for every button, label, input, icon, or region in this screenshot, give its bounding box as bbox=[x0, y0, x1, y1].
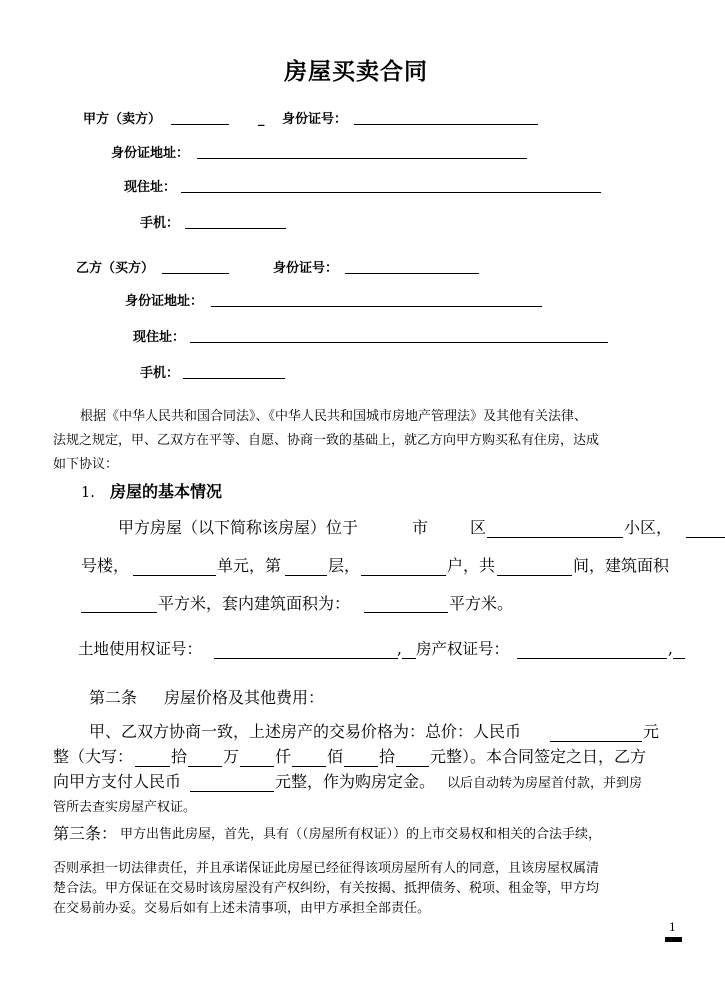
section-1-community-label: 小区， bbox=[624, 518, 673, 537]
party-a-name-blank[interactable] bbox=[171, 124, 229, 125]
party-b-label: 乙方（买方） bbox=[76, 261, 155, 276]
deed-cert-label: 房产权证号： bbox=[416, 640, 510, 658]
section-1-area-unit: 平方米。 bbox=[449, 594, 514, 613]
land-cert-separator-line bbox=[402, 658, 416, 659]
party-b-id-blank[interactable] bbox=[345, 273, 479, 274]
deposit-note: 以后自动转为房屋首付款，并到房 bbox=[447, 776, 643, 791]
section-2-number: 第二条 bbox=[89, 688, 138, 707]
section-3-line-4: 在交易前办妥。交易后如有上述未清事项，由甲方承担全部责任。 bbox=[53, 901, 431, 916]
deposit-label: 向甲方支付人民币 bbox=[53, 772, 182, 791]
section-1-household-label: 户，共 bbox=[447, 556, 496, 575]
page-number: 1 bbox=[669, 921, 676, 934]
section-1-floor-label: 层， bbox=[328, 556, 361, 575]
section-2-last-line: 管所去查实房屋产权证。 bbox=[53, 800, 197, 815]
section-1-city-label: 市 bbox=[412, 518, 429, 537]
party-b-id-label: 身份证号： bbox=[273, 261, 339, 276]
floor-blank[interactable] bbox=[285, 575, 327, 576]
section-1-unit-label: 单元，第 bbox=[217, 556, 282, 575]
building-area-blank[interactable] bbox=[81, 612, 157, 613]
price-unit-shi-1: 拾 bbox=[171, 747, 188, 766]
inner-area-blank[interactable] bbox=[364, 612, 448, 613]
party-b-name-blank[interactable] bbox=[162, 273, 229, 274]
deed-cert-end-line bbox=[673, 658, 685, 659]
price-uppercase-end: 元整）。本合同签定之日，乙方 bbox=[430, 747, 647, 766]
upper-bai-blank[interactable] bbox=[292, 766, 326, 767]
section-3-line-3: 楚合法。甲方保证在交易时该房屋没有产权纠纷，有关按揭、抵押债务、税项、租金等，甲方均 bbox=[53, 881, 600, 896]
section-3-heading: 第三条： bbox=[53, 824, 118, 843]
party-b-phone-label: 手机： bbox=[140, 366, 180, 381]
party-a-current-address-blank[interactable] bbox=[181, 192, 601, 193]
deed-cert-blank[interactable] bbox=[517, 658, 667, 659]
household-blank[interactable] bbox=[361, 575, 446, 576]
section-1-area-text: 平方米，套内建筑面积为： bbox=[158, 594, 351, 613]
party-a-phone-label: 手机： bbox=[140, 216, 180, 231]
party-a-phone-blank[interactable] bbox=[185, 228, 286, 229]
community-blank[interactable] bbox=[686, 537, 725, 538]
party-b-phone-blank[interactable] bbox=[183, 378, 285, 379]
deposit-unit: 元整，作为购房定金。 bbox=[275, 772, 436, 791]
section-1-number: 1. bbox=[81, 485, 95, 501]
section-1-rooms-label: 间，建筑面积 bbox=[573, 556, 670, 575]
section-3-line-1: 甲方出售此房屋，首先，具有（（房屋所有权证））的上市交易权和相关的合法手续， bbox=[120, 827, 602, 842]
district-blank[interactable] bbox=[487, 537, 623, 538]
upper-yuan-blank[interactable] bbox=[396, 766, 429, 767]
price-unit-wan: 万 bbox=[223, 747, 240, 766]
unit-blank[interactable] bbox=[133, 575, 216, 576]
party-a-label: 甲方（卖方） bbox=[83, 112, 162, 127]
section-1-district-label: 区 bbox=[470, 518, 487, 537]
preamble-line-1: 根据《中华人民共和国合同法》、《中华人民共和国城市房地产管理法》及其他有关法律、 bbox=[80, 409, 588, 424]
land-cert-separator: , bbox=[397, 640, 402, 658]
party-a-separator: _ bbox=[258, 112, 265, 127]
land-cert-blank[interactable] bbox=[214, 658, 398, 659]
price-line-1: 甲、乙双方协商一致，上述房产的交易价格为：总价：人民币 bbox=[89, 722, 522, 741]
deposit-blank[interactable] bbox=[190, 791, 274, 792]
upper-shi-wan-blank[interactable] bbox=[135, 766, 170, 767]
upper-qian-blank[interactable] bbox=[240, 766, 274, 767]
party-b-id-address-blank[interactable] bbox=[211, 306, 542, 307]
upper-shi-blank[interactable] bbox=[344, 766, 378, 767]
price-unit: 元 bbox=[643, 722, 660, 741]
party-a-current-address-label: 现住址： bbox=[124, 180, 177, 195]
contract-title: 房屋买卖合同 bbox=[284, 58, 428, 85]
party-a-id-blank[interactable] bbox=[354, 124, 538, 125]
party-a-id-label: 身份证号： bbox=[282, 112, 348, 127]
preamble-line-2: 法规之规定，甲、乙双方在平等、自愿、协商一致的基础上，就乙方向甲方购买私有住房，达成 bbox=[53, 433, 600, 448]
page-number-bar bbox=[665, 937, 682, 942]
party-a-id-address-blank[interactable] bbox=[197, 158, 527, 159]
price-unit-bai: 佰 bbox=[327, 747, 344, 766]
party-b-current-address-blank[interactable] bbox=[190, 342, 608, 343]
party-a-id-address-label: 身份证地址： bbox=[111, 146, 190, 161]
section-3-line-2: 否则承担一切法律责任，并且承诺保证此房屋已经征得该项房屋所有人的同意，且该房屋权属清 bbox=[53, 861, 600, 876]
section-1-heading: 房屋的基本情况 bbox=[110, 482, 223, 501]
price-uppercase-label: 整（大写： bbox=[53, 747, 134, 766]
land-cert-label: 土地使用权证号： bbox=[78, 640, 203, 658]
section-1-location-text: 甲方房屋（以下简称该房屋）位于 bbox=[118, 518, 359, 537]
price-unit-shi-2: 拾 bbox=[379, 747, 396, 766]
preamble-line-3: 如下协议： bbox=[53, 457, 119, 472]
deed-cert-end: , bbox=[668, 640, 673, 658]
section-2-heading: 房屋价格及其他费用： bbox=[164, 688, 325, 707]
upper-wan-blank[interactable] bbox=[188, 766, 222, 767]
price-unit-qian: 仟 bbox=[275, 747, 292, 766]
rooms-blank[interactable] bbox=[497, 575, 572, 576]
party-b-current-address-label: 现住址： bbox=[133, 330, 186, 345]
section-1-building-label: 号楼， bbox=[81, 556, 130, 575]
party-b-id-address-label: 身份证地址： bbox=[125, 294, 204, 309]
total-price-blank[interactable] bbox=[550, 741, 642, 742]
